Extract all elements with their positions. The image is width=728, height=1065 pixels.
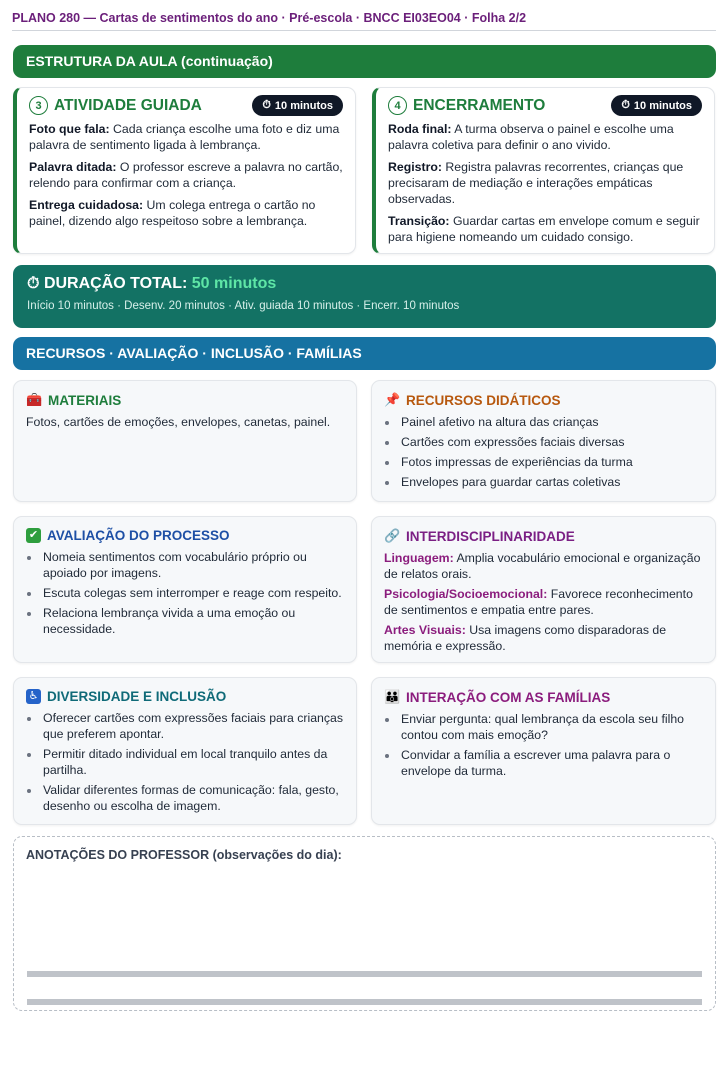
teacher-notes-area[interactable] xyxy=(13,836,716,1011)
families-title-text: INTERAÇÃO COM AS FAMÍLIAS xyxy=(406,689,611,705)
accessibility-icon: ♿ xyxy=(26,689,41,704)
family-icon: 👪 xyxy=(384,689,401,704)
stopwatch-icon: ⏱ xyxy=(27,275,44,292)
list-item: • Relaciona lembrança vivida a uma emoção ou necessidade. xyxy=(41,605,344,637)
duration-label: DURAÇÃO TOTAL: xyxy=(43,275,188,292)
duration-value: 50 minutos xyxy=(191,275,277,292)
step-title xyxy=(29,96,202,115)
materials-title xyxy=(26,392,344,408)
step-item: Entrega cuidadosa: Um colega entrega o cartão no painel, dizendo algo respeitoso sobre a lembrança. xyxy=(29,198,316,228)
interdisciplinary-title-text: INTERDISCIPLINARIDADE xyxy=(406,528,575,544)
interdisciplinary-item: Psicologia/Socioemocional: Favorece reconhecimento de sentimentos e empatia entre pares. xyxy=(384,587,693,617)
list-item: • Escuta colegas sem interromper e reage com respeito. xyxy=(41,585,344,601)
notes-title: ANOTAÇÕES DO PROFESSOR (observações do dia): xyxy=(26,848,342,862)
time-badge-text: 10 minutos xyxy=(274,99,333,112)
inclusion-title xyxy=(26,689,344,704)
list-item: • Nomeia sentimentos com vocabulário próprio ou apoiado por imagens. xyxy=(41,549,344,581)
didactic-title-text: RECURSOS DIDÁTICOS xyxy=(406,392,561,408)
structure-band: ESTRUTURA DA AULA (continuação) xyxy=(13,45,716,78)
evaluation-title-text: AVALIAÇÃO DO PROCESSO xyxy=(47,528,230,543)
writing-line xyxy=(27,999,702,1005)
didactic-title xyxy=(384,392,703,408)
list-item: • Oferecer cartões com expressões faciais para crianças que preferem apontar. xyxy=(41,710,344,742)
resources-band: RECURSOS · AVALIAÇÃO · INCLUSÃO · FAMÍLIAS xyxy=(13,337,716,370)
materials-card xyxy=(13,380,357,502)
step-item: Transição: Guardar cartas em envelope comum e seguir para higiene nomeando um cuidado consigo. xyxy=(388,214,700,244)
step-item: Foto que fala: Cada criança escolhe uma foto e diz uma palavra de sentimento ligada à lembrança. xyxy=(29,122,340,152)
list-item: • Cartões com expressões faciais diversas xyxy=(399,434,703,450)
page-header: PLANO 280 — Cartas de sentimentos do ano · Pré-escola · BNCC EI03EO04 · Folha 2/2 xyxy=(12,6,716,31)
stopwatch-icon: ⏱ xyxy=(262,99,271,111)
didactic-list xyxy=(384,414,703,490)
time-badge xyxy=(611,95,702,116)
families-title xyxy=(384,689,703,705)
check-box-icon: ✔ xyxy=(26,528,41,543)
toolbox-icon: 🧰 xyxy=(26,392,43,407)
pushpin-icon: 📌 xyxy=(384,392,401,407)
interdisciplinary-item: Artes Visuais: Usa imagens como disparadoras de memória e expressão. xyxy=(384,623,667,653)
step-title-text: ENCERRAMENTO xyxy=(413,96,546,114)
materials-title-text: MATERIAIS xyxy=(48,392,122,408)
step-title xyxy=(388,96,545,115)
inclusion-card xyxy=(13,677,357,825)
step-item: Roda final: A turma observa o painel e escolhe uma palavra coletiva para definir o ano vivido. xyxy=(388,122,674,152)
step-number-icon: 4 xyxy=(388,96,407,115)
list-item: • Enviar pergunta: qual lembrança da escola seu filho contou com mais emoção? xyxy=(399,711,703,743)
step-card-closing xyxy=(372,87,715,254)
time-badge-text: 10 minutos xyxy=(633,99,692,112)
stopwatch-icon: ⏱ xyxy=(621,99,630,111)
step-item: Palavra ditada: O professor escreve a palavra no cartão, relendo para confirmar com a criança. xyxy=(29,160,343,190)
duration-band xyxy=(13,265,716,328)
list-item: • Permitir ditado individual em local tranquilo antes da partilha. xyxy=(41,746,344,778)
list-item: • Convidar a família a escrever uma palavra para o envelope da turma. xyxy=(399,747,703,779)
link-icon: 🔗 xyxy=(384,528,401,543)
duration-breakdown: Início 10 minutos · Desenv. 20 minutos · Ativ. guiada 10 minutos · Encerr. 10 minutos xyxy=(27,300,460,312)
step-item: Registro: Registra palavras recorrentes, crianças que precisaram de mediação e interações empáticas observadas. xyxy=(388,160,684,206)
families-list xyxy=(384,711,703,779)
step-card-guided-activity xyxy=(13,87,356,254)
interdisciplinary-title xyxy=(384,528,703,544)
families-card xyxy=(371,677,716,825)
list-item: • Envelopes para guardar cartas coletivas xyxy=(399,474,703,490)
time-badge xyxy=(252,95,343,116)
list-item: • Painel afetivo na altura das crianças xyxy=(399,414,703,430)
list-item: • Validar diferentes formas de comunicação: fala, gesto, desenho ou escolha de imagem. xyxy=(41,782,344,814)
inclusion-list xyxy=(26,710,344,814)
evaluation-card xyxy=(13,516,357,663)
materials-text: Fotos, cartões de emoções, envelopes, canetas, painel. xyxy=(26,415,331,429)
didactic-card xyxy=(371,380,716,502)
list-item: • Fotos impressas de experiências da turma xyxy=(399,454,703,470)
inclusion-title-text: DIVERSIDADE E INCLUSÃO xyxy=(47,689,227,704)
interdisciplinary-item: Linguagem: Amplia vocabulário emocional e organização de relatos orais. xyxy=(384,551,701,581)
evaluation-list xyxy=(26,549,344,637)
evaluation-title xyxy=(26,528,344,543)
step-number-icon: 3 xyxy=(29,96,48,115)
writing-line xyxy=(27,971,702,977)
step-title-text: ATIVIDADE GUIADA xyxy=(54,96,202,114)
interdisciplinary-card xyxy=(371,516,716,663)
